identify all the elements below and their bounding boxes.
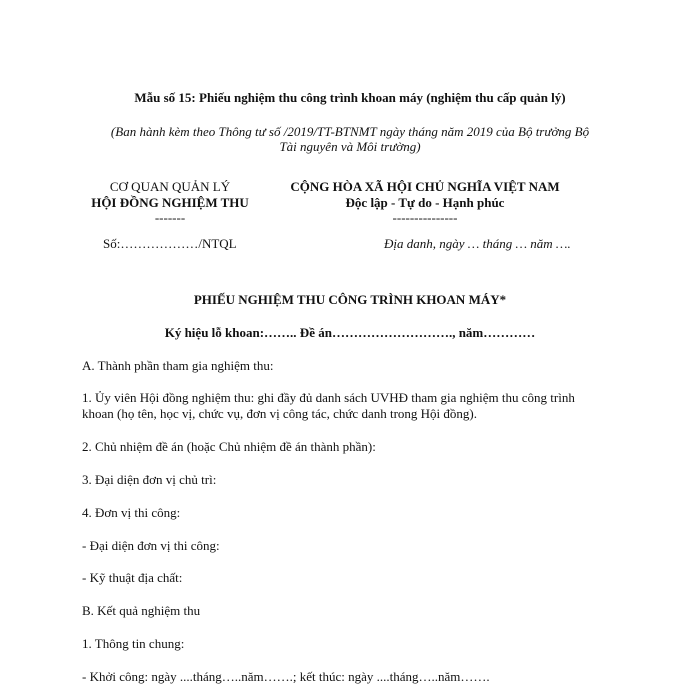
country-name: CỘNG HÒA XÃ HỘI CHỦ NGHĨA VIỆT NAM	[290, 179, 560, 194]
issued-note-line1: (Ban hành kèm theo Thông tư số /2019/TT-BTNMT ngày tháng năm 2019 của Bộ trưởng Bộ	[110, 124, 590, 139]
document-heading: PHIẾU NGHIỆM THU CÔNG TRÌNH KHOAN MÁY*	[193, 292, 507, 307]
section-a4-geology: - Kỹ thuật địa chất:	[82, 570, 183, 585]
left-separator: -------	[154, 210, 186, 225]
section-a-title: A. Thành phần tham gia nghiệm thu:	[82, 358, 274, 373]
issued-note-line2: Tài nguyên và Môi trường)	[279, 139, 421, 154]
section-b1-start: - Khởi công: ngày ....tháng…..năm…….; kết thúc: ngày ....tháng…..năm…….	[82, 669, 490, 684]
agency-name: CƠ QUAN QUẢN LÝ	[109, 179, 231, 194]
right-separator: ---------------	[392, 210, 458, 225]
national-motto: Độc lập - Tự do - Hạnh phúc	[345, 195, 505, 210]
section-a1-line2: khoan (họ tên, học vị, chức vụ, đơn vị công tác, chức danh trong Hội đồng).	[82, 406, 477, 421]
section-a2: 2. Chủ nhiệm đề án (hoặc Chủ nhiệm đề án thành phần):	[82, 439, 376, 454]
section-a3: 3. Đại diện đơn vị chủ trì:	[82, 472, 217, 487]
section-a4-representative: - Đại diện đơn vị thi công:	[82, 538, 220, 553]
place-date: Địa danh, ngày … tháng … năm ….	[384, 236, 571, 251]
section-a4: 4. Đơn vị thi công:	[82, 505, 181, 520]
council-name: HỘI ĐỒNG NGHIỆM THU	[91, 195, 249, 210]
section-b1: 1. Thông tin chung:	[82, 636, 185, 651]
form-title: Mẫu số 15: Phiếu nghiệm thu công trình khoan máy (nghiệm thu cấp quản lý)	[134, 90, 566, 105]
document-number: Số:………………/NTQL	[103, 236, 237, 251]
section-b-title: B. Kết quả nghiệm thu	[82, 603, 201, 618]
section-a1-line1: 1. Ủy viên Hội đồng nghiệm thu: ghi đầy đủ danh sách UVHĐ tham gia nghiệm thu công trình	[82, 390, 575, 405]
document-subheading: Ký hiệu lỗ khoan:…….. Đề án………………………., năm…………	[164, 325, 536, 340]
